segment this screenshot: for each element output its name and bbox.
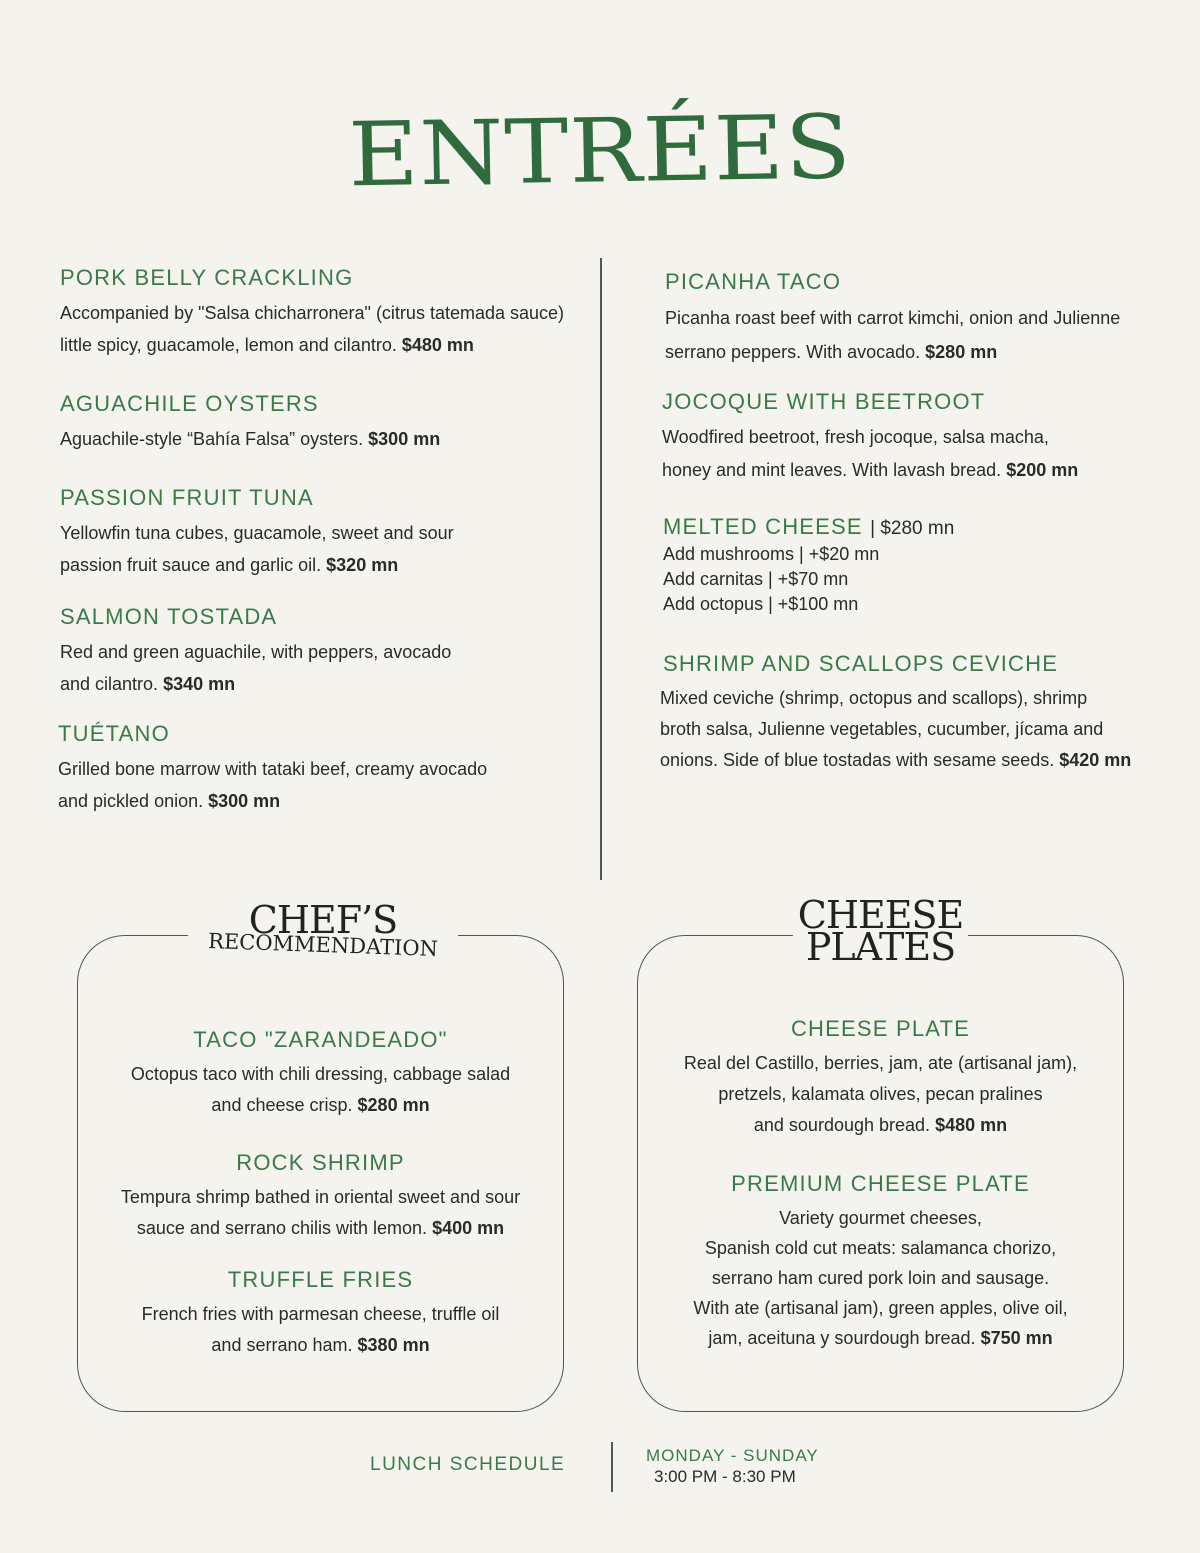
lunch-schedule-label: LUNCH SCHEDULE [370, 1454, 566, 1475]
menu-item-salmon-tostada [60, 604, 451, 700]
item-description: French fries with parmesan cheese, truffle oil and serrano ham. $380 mn [141, 1304, 500, 1355]
menu-item-shrimp-scallops-ceviche [660, 651, 1131, 776]
menu-item-cheese-plate [638, 1016, 1123, 1141]
item-description: Tempura shrimp bathed in oriental sweet and sour sauce and serrano chilis with lemon. $400 mn [120, 1187, 521, 1238]
cheese-plates-heading: CHEESE PLATES [793, 896, 968, 972]
menu-item-truffle-fries [78, 1267, 563, 1361]
menu-item-jocoque-beetroot [662, 389, 1078, 487]
item-name: SALMON TOSTADA [60, 604, 278, 629]
item-description: Accompanied by "Salsa chicharronera" (citrus tatemada sauce) little spicy, guacamole, lemon and cilantro. $480 mn [60, 303, 565, 355]
item-name: ROCK SHRIMP [236, 1150, 405, 1175]
item-name: MELTED CHEESE | $280 mn [663, 514, 955, 539]
item-description: Mixed ceviche (shrimp, octopus and scallops), shrimp broth salsa, Julienne vegetables, cucumber, jícama and onions. Side of blue tostadas with sesame seeds. $420 mn [660, 688, 1132, 770]
column-divider [600, 258, 602, 880]
item-description: Octopus taco with chili dressing, cabbage salad and cheese crisp. $280 mn [130, 1064, 511, 1115]
page-title: ENTRÉES [347, 95, 853, 207]
menu-item-pork-belly [60, 265, 564, 361]
schedule-days: MONDAY - SUNDAY [646, 1446, 819, 1465]
item-name: AGUACHILE OYSTERS [60, 391, 319, 416]
item-name: TACO "ZARANDEADO" [193, 1027, 448, 1052]
addon-mushrooms: Add mushrooms | +$20 mn [663, 544, 880, 564]
item-description: Red and green aguachile, with peppers, avocado and cilantro. $340 mn [60, 642, 452, 694]
item-name: TUÉTANO [58, 721, 170, 746]
schedule-hours: 3:00 PM - 8:30 PM [654, 1467, 796, 1486]
footer-divider [611, 1442, 613, 1492]
menu-item-premium-cheese-plate [638, 1171, 1123, 1353]
item-description: Variety gourmet cheeses, Spanish cold cut meats: salamanca chorizo, serrano ham cured pork loin and sausage. With ate (artisanal jam), green apples, olive oil, jam, aceituna y sourdough bread. $750 mn [693, 1208, 1068, 1348]
item-description: Picanha roast beef with carrot kimchi, onion and Julienne serrano peppers. With avocado. $280 mn [665, 308, 1121, 362]
chefs-recommendation-heading: CHEF’S RECOMMENDATION [188, 901, 458, 971]
addon-octopus: Add octopus | +$100 mn [663, 594, 859, 614]
menu-item-aguachile-oysters [60, 391, 440, 455]
item-description: Real del Castillo, berries, jam, ate (artisanal jam), pretzels, kalamata olives, pecan pralines and sourdough bread. $480 mn [683, 1053, 1078, 1135]
menu-item-picanha-taco [665, 269, 1120, 369]
item-description: Aguachile-style “Bahía Falsa” oysters. $300 mn [60, 429, 441, 449]
item-name: PASSION FRUIT TUNA [60, 485, 314, 510]
item-name: PICANHA TACO [665, 269, 842, 294]
chefs-recommendation-box [77, 898, 564, 1412]
menu-item-tuetano [58, 721, 487, 817]
cheese-plates-box [637, 893, 1124, 1412]
menu-item-rock-shrimp [78, 1150, 563, 1244]
item-name: PREMIUM CHEESE PLATE [731, 1171, 1030, 1196]
item-description: Yellowfin tuna cubes, guacamole, sweet and sour passion fruit sauce and garlic oil. $320 mn [60, 523, 454, 575]
item-description: Grilled bone marrow with tataki beef, creamy avocado and pickled onion. $300 mn [58, 759, 488, 811]
item-name: JOCOQUE WITH BEETROOT [662, 389, 986, 414]
item-name: PORK BELLY CRACKLING [60, 265, 354, 290]
item-name: CHEESE PLATE [790, 1016, 971, 1041]
menu-item-taco-zarandeado [78, 1027, 563, 1121]
menu-item-melted-cheese [663, 514, 954, 617]
item-description: Woodfired beetroot, fresh jocoque, salsa macha, honey and mint leaves. With lavash bread. $200 mn [662, 427, 1079, 480]
item-name: TRUFFLE FRIES [227, 1267, 414, 1292]
menu-item-passion-fruit-tuna [60, 485, 454, 581]
schedule-times [646, 1445, 819, 1487]
item-name: SHRIMP AND SCALLOPS CEVICHE [663, 651, 1059, 676]
addon-carnitas: Add carnitas | +$70 mn [663, 569, 849, 589]
